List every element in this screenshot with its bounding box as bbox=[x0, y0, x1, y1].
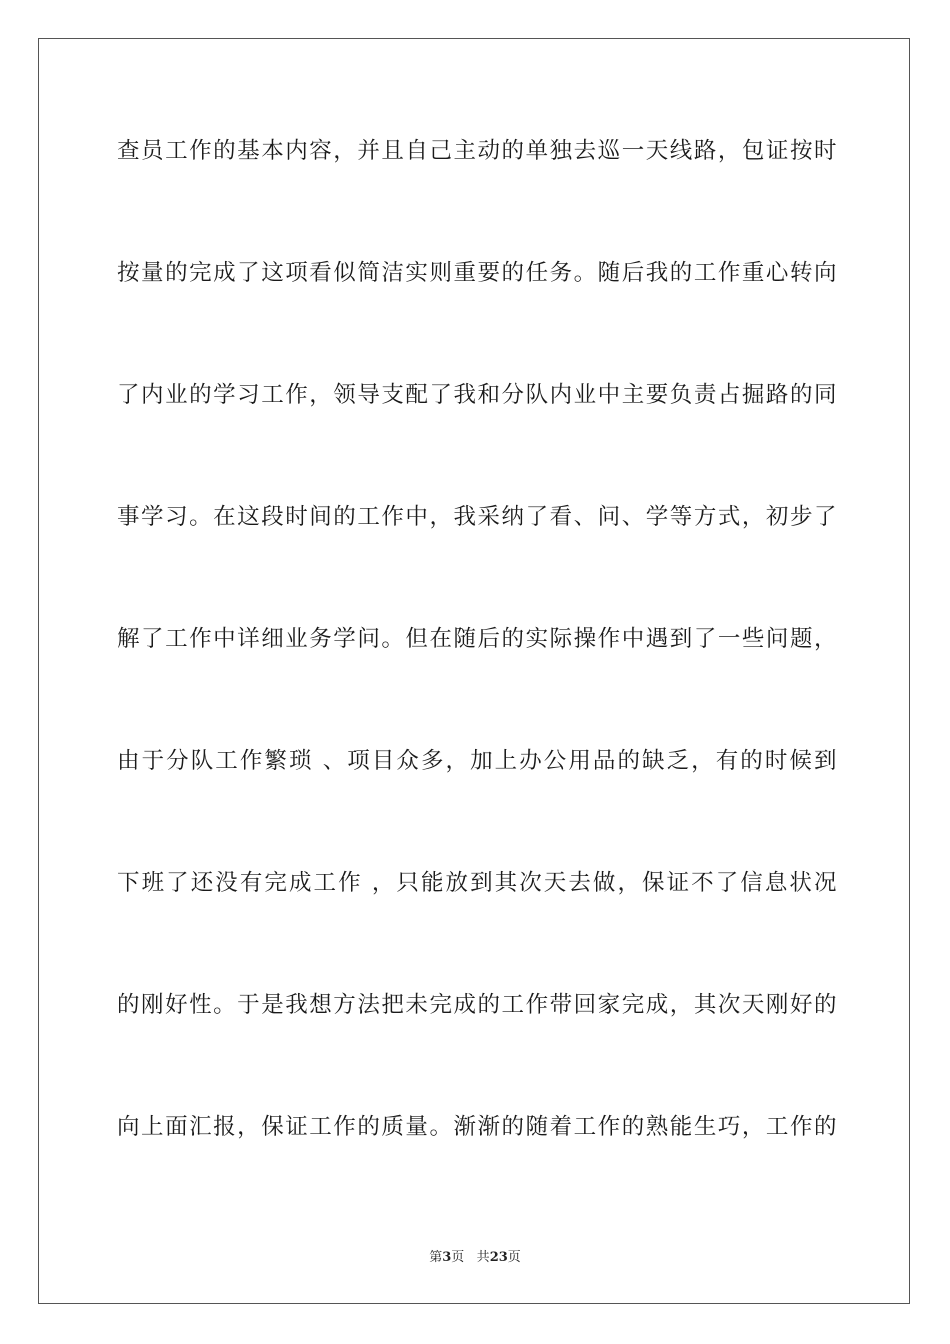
document-body bbox=[117, 128, 837, 1226]
text-line-1: 查员工作的基本内容，并且自己主动的单独去巡一天线路，包证按时 bbox=[117, 138, 837, 164]
text-line-2: 按量的完成了这项看似简洁实则重要的任务。随后我的工作重心转向 bbox=[117, 260, 837, 286]
footer-prefix: 第 bbox=[429, 1250, 443, 1265]
text-line-3: 了内业的学习工作，领导支配了我和分队内业中主要负责占掘路的同 bbox=[117, 382, 837, 408]
page-number: 3 bbox=[442, 1250, 452, 1265]
footer-page-suffix: 页 bbox=[451, 1250, 465, 1265]
text-line-7: 下班了还没有完成工作 ，只能放到其次天去做，保证不了信息状况 bbox=[117, 870, 837, 896]
footer-total-suffix: 页 bbox=[507, 1250, 521, 1265]
text-line-5: 解了工作中详细业务学问。但在随后的实际操作中遇到了一些问题， bbox=[117, 626, 837, 652]
text-line-9: 向上面汇报，保证工作的质量。渐渐的随着工作的熟能生巧，工作的 bbox=[117, 1114, 837, 1140]
text-line-8: 的刚好性。于是我想方法把未完成的工作带回家完成，其次天刚好的 bbox=[117, 992, 837, 1018]
page-footer bbox=[0, 1246, 950, 1265]
text-line-6: 由于分队工作繁琐 、项目众多，加上办公用品的缺乏，有的时候到 bbox=[117, 748, 837, 774]
total-pages: 23 bbox=[489, 1250, 508, 1265]
text-line-4: 事学习。在这段时间的工作中，我采纳了看、问、学等方式，初步了 bbox=[117, 504, 837, 530]
footer-total-prefix: 共 bbox=[476, 1250, 490, 1265]
